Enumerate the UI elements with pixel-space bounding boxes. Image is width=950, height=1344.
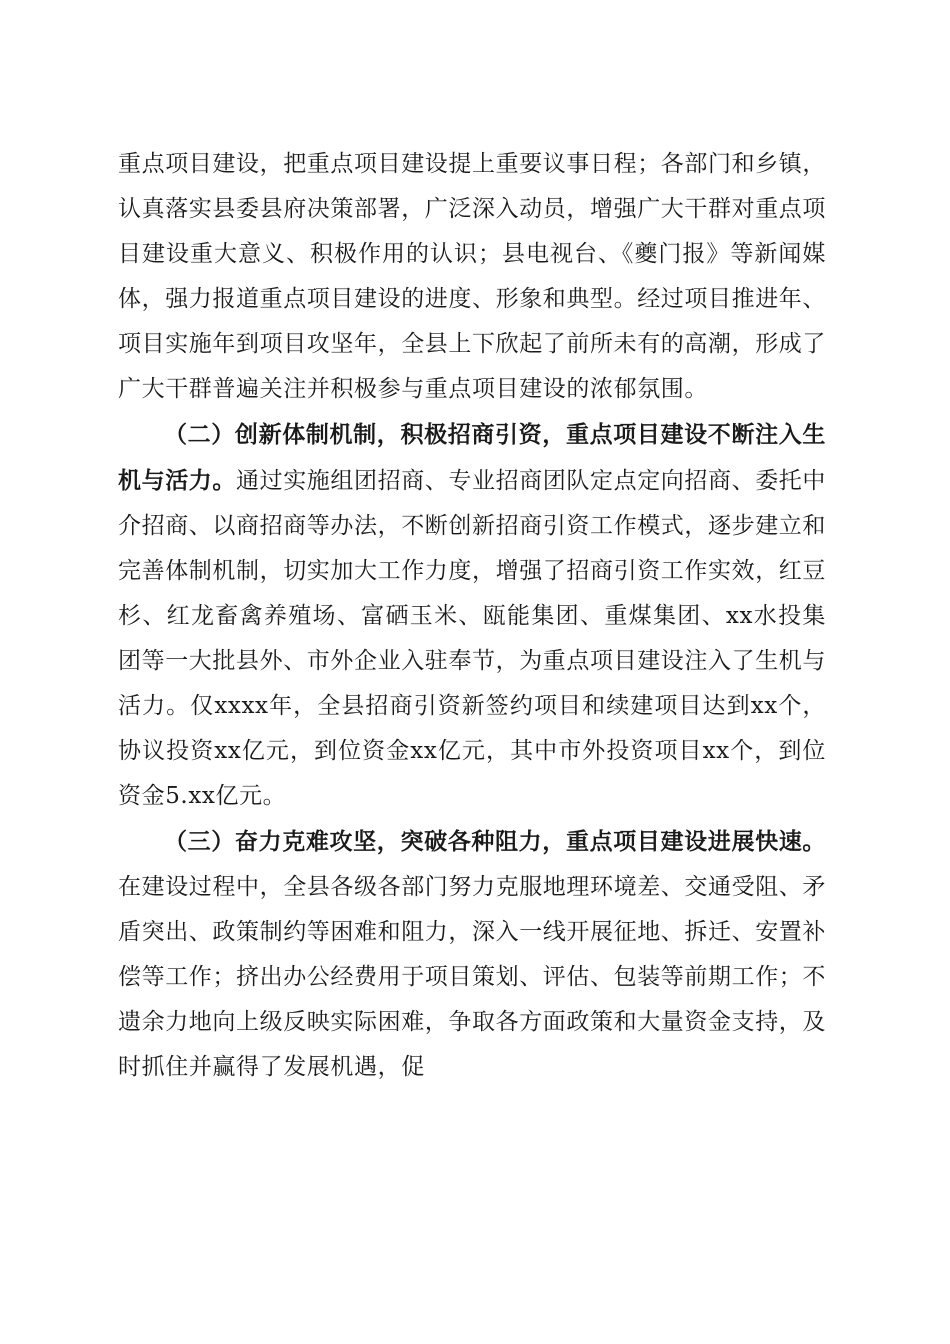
paragraph-2 [118, 412, 826, 819]
section-3-heading: （三）奋力克难攻坚，突破各种阻力，重点项目建设进展快速。 [164, 828, 826, 855]
paragraph-3-text: 在建设过程中，全县各级各部门努力克服地理环境差、交通受阻、矛盾突出、政策制约等困难和阻力，深入一线开展征地、拆迁、安置补偿等工作；挤出办公经费用于项目策划、评估、包装等前期工作；不遗余力地向上级反映实际困难，争取各方面政策和大量资金支持，及时抓住并赢得了发展机遇，促 [118, 874, 826, 1080]
paragraph-2-text: 通过实施组团招商、专业招商团队定点定向招商、委托中介招商、以商招商等办法，不断创新招商引资工作模式，逐步建立和完善体制机制，切实加大工作力度，增强了招商引资工作实效，红豆杉、红龙畜禽养殖场、富硒玉米、瓯能集团、重煤集团、xx水投集团等一大批县外、市外企业入驻奉节，为重点项目建设注入了生机与活力。仅xxxx年，全县招商引资新签约项目和续建项目达到xx个，协议投资xx亿元，到位资金xx亿元，其中市外投资项目xx个，到位资金5.xx亿元。 [118, 468, 826, 809]
paragraph-1 [118, 142, 826, 412]
document-body [118, 142, 826, 1090]
paragraph-3 [118, 819, 826, 1090]
paragraph-1-text: 重点项目建设，把重点项目建设提上重要议事日程；各部门和乡镇，认真落实县委县府决策部署，广泛深入动员，增强广大干群对重点项目建设重大意义、积极作用的认识；县电视台、《夔门报》等新闻媒体，强力报道重点项目建设的进度、形象和典型。经过项目推进年、项目实施年到项目攻坚年，全县上下欣起了前所未有的高潮，形成了广大干群普遍关注并积极参与重点项目建设的浓郁氛围。 [118, 151, 826, 402]
section-2-heading: （二）创新体制机制，积极招商引资，重点项目建设不断注入生机与活力。 [118, 421, 826, 494]
